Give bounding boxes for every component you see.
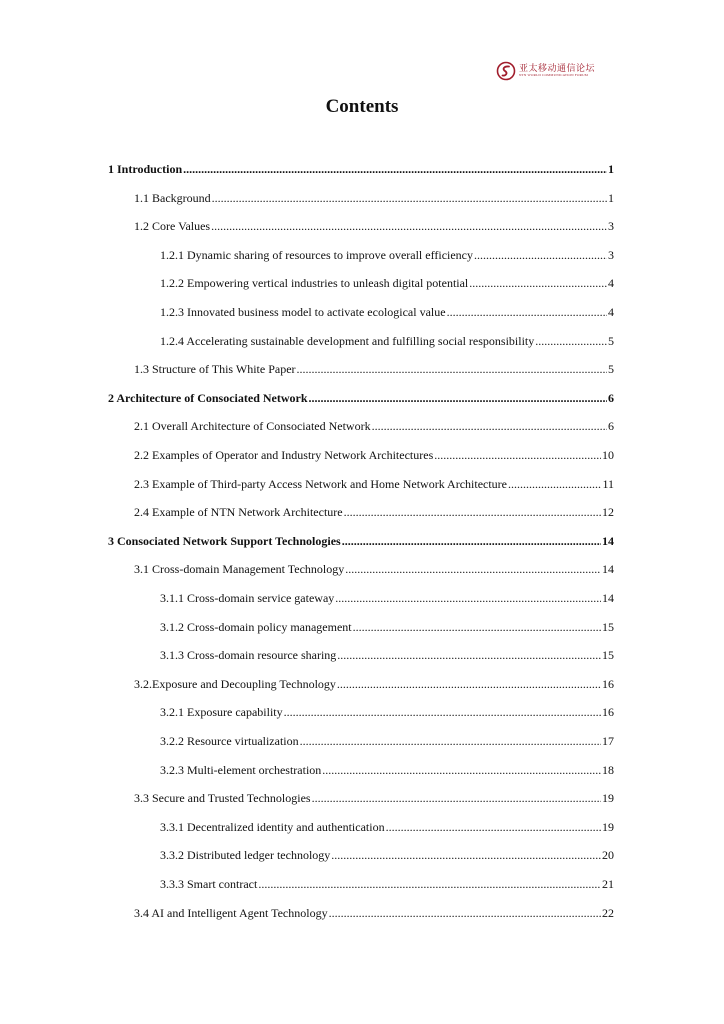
toc-entry-label: 1 Introduction [108,162,183,176]
toc-entry-page-number: 6 [608,391,614,405]
toc-entry[interactable] [134,504,614,520]
toc-dot-leader [309,390,607,406]
toc-entry-page-number: 5 [608,334,614,348]
toc-entry-label: 1.2.3 Innovated business model to activate ecological value [160,305,446,319]
toc-entry-label: 3.3.3 Smart contract [160,877,258,891]
toc-entry-label: 3.3 Secure and Trusted Technologies [134,791,311,805]
toc-entry-page-number: 3 [608,248,614,262]
toc-entry-label: 3.4 AI and Intelligent Agent Technology [134,906,328,920]
toc-entry-page-number: 6 [608,419,614,433]
toc-dot-leader [284,704,601,720]
toc-entry[interactable] [134,190,614,206]
toc-dot-leader [337,647,601,663]
toc-entry[interactable] [108,533,614,549]
toc-entry-page-number: 14 [602,534,614,548]
toc-dot-leader [535,333,607,349]
toc-entry-page-number: 3 [608,219,614,233]
toc-entry-page-number: 14 [602,562,614,576]
toc-entry[interactable] [160,819,614,835]
toc-entry-label: 1.2.2 Empowering vertical industries to unleash digital potential [160,276,469,290]
toc-entry[interactable] [160,619,614,635]
toc-dot-leader [335,590,601,606]
toc-dot-leader [211,218,607,234]
toc-dot-leader [345,561,601,577]
toc-dot-leader [447,304,607,320]
toc-entry-label: 2 Architecture of Consociated Network [108,391,308,405]
toc-entry[interactable] [160,876,614,892]
toc-entry[interactable] [160,847,614,863]
toc-entry[interactable] [160,247,614,263]
toc-entry-label: 3.3.1 Decentralized identity and authentication [160,820,385,834]
toc-entry[interactable] [134,447,614,463]
toc-entry-page-number: 12 [602,505,614,519]
toc-dot-leader [353,619,601,635]
toc-entry[interactable] [160,762,614,778]
toc-dot-leader [342,533,601,549]
toc-entry[interactable] [160,304,614,320]
toc-entry-page-number: 22 [602,906,614,920]
toc-entry-label: 3.2.3 Multi-element orchestration [160,763,322,777]
toc-entry-page-number: 1 [608,162,614,176]
toc-dot-leader [337,676,601,692]
toc-entry-label: 1.1 Background [134,191,211,205]
toc-entry[interactable] [160,275,614,291]
toc-entry-label: 3.3.2 Distributed ledger technology [160,848,331,862]
toc-entry[interactable] [160,333,614,349]
toc-entry-page-number: 5 [608,362,614,376]
toc-entry-label: 3.1 Cross-domain Management Technology [134,562,345,576]
toc-entry-label: 1.2.4 Accelerating sustainable development and fulfilling social responsibility [160,334,535,348]
toc-dot-leader [329,905,601,921]
toc-entry[interactable] [134,790,614,806]
toc-dot-leader [434,447,601,463]
toc-entry-page-number: 15 [602,648,614,662]
toc-entry-page-number: 4 [608,276,614,290]
toc-dot-leader [297,361,607,377]
toc-dot-leader [469,275,607,291]
toc-dot-leader [300,733,601,749]
toc-entry[interactable] [134,676,614,692]
toc-entry-page-number: 21 [602,877,614,891]
toc-entry[interactable] [160,647,614,663]
toc-entry[interactable] [134,905,614,921]
toc-entry[interactable] [160,733,614,749]
toc-entry-page-number: 14 [602,591,614,605]
toc-entry-page-number: 18 [602,763,614,777]
toc-dot-leader [312,790,601,806]
toc-entry[interactable] [160,704,614,720]
toc-entry-label: 3 Consociated Network Support Technologies [108,534,341,548]
toc-entry[interactable] [134,418,614,434]
toc-entry-label: 1.3 Structure of This White Paper [134,362,296,376]
toc-entry-label: 3.1.3 Cross-domain resource sharing [160,648,337,662]
toc-entry-page-number: 10 [602,448,614,462]
toc-entry-page-number: 17 [602,734,614,748]
toc-dot-leader [183,161,607,177]
toc-entry[interactable] [108,161,614,177]
toc-dot-leader [212,190,607,206]
toc-entry[interactable] [108,390,614,406]
toc-entry-label: 3.2.Exposure and Decoupling Technology [134,677,336,691]
toc-entry[interactable] [134,476,614,492]
toc-dot-leader [386,819,601,835]
toc-entry-page-number: 11 [602,477,614,491]
toc-entry-label: 1.2 Core Values [134,219,211,233]
toc-entry-page-number: 16 [602,705,614,719]
toc-entry-label: 2.4 Example of NTN Network Architecture [134,505,343,519]
toc-entry[interactable] [134,361,614,377]
toc-entry-label: 2.1 Overall Architecture of Consociated Network [134,419,371,433]
toc-entry-page-number: 1 [608,191,614,205]
toc-entry-page-number: 19 [602,791,614,805]
toc-dot-leader [258,876,601,892]
toc-dot-leader [344,504,601,520]
toc-entry-label: 2.2 Examples of Operator and Industry Network Architectures [134,448,434,462]
toc-entry[interactable] [160,590,614,606]
toc-entry[interactable] [134,218,614,234]
toc-entry-label: 3.2.2 Resource virtualization [160,734,299,748]
toc-entry-page-number: 15 [602,620,614,634]
toc-entry-label: 1.2.1 Dynamic sharing of resources to improve overall efficiency [160,248,474,262]
toc-dot-leader [508,476,601,492]
toc-entry-label: 2.3 Example of Third-party Access Network and Home Network Architecture [134,477,507,491]
toc-dot-leader [331,847,601,863]
toc-entry[interactable] [134,561,614,577]
toc-entry-label: 3.2.1 Exposure capability [160,705,283,719]
logo-english-name: NTN WORLD COMMUNICATION FORUM [519,73,588,78]
toc-entry-page-number: 4 [608,305,614,319]
toc-entry-page-number: 19 [602,820,614,834]
toc-dot-leader [474,247,607,263]
forum-logo-icon [496,61,516,81]
logo-text [519,64,595,77]
toc-entry-page-number: 20 [602,848,614,862]
toc-entry-label: 3.1.1 Cross-domain service gateway [160,591,335,605]
toc-dot-leader [322,762,601,778]
logo-chinese-name: 亚太移动通信论坛 [519,63,596,74]
forum-logo [496,60,595,82]
page-title: Contents [325,96,399,117]
toc-dot-leader [372,418,607,434]
toc-entry-page-number: 16 [602,677,614,691]
toc-entry-label: 3.1.2 Cross-domain policy management [160,620,352,634]
